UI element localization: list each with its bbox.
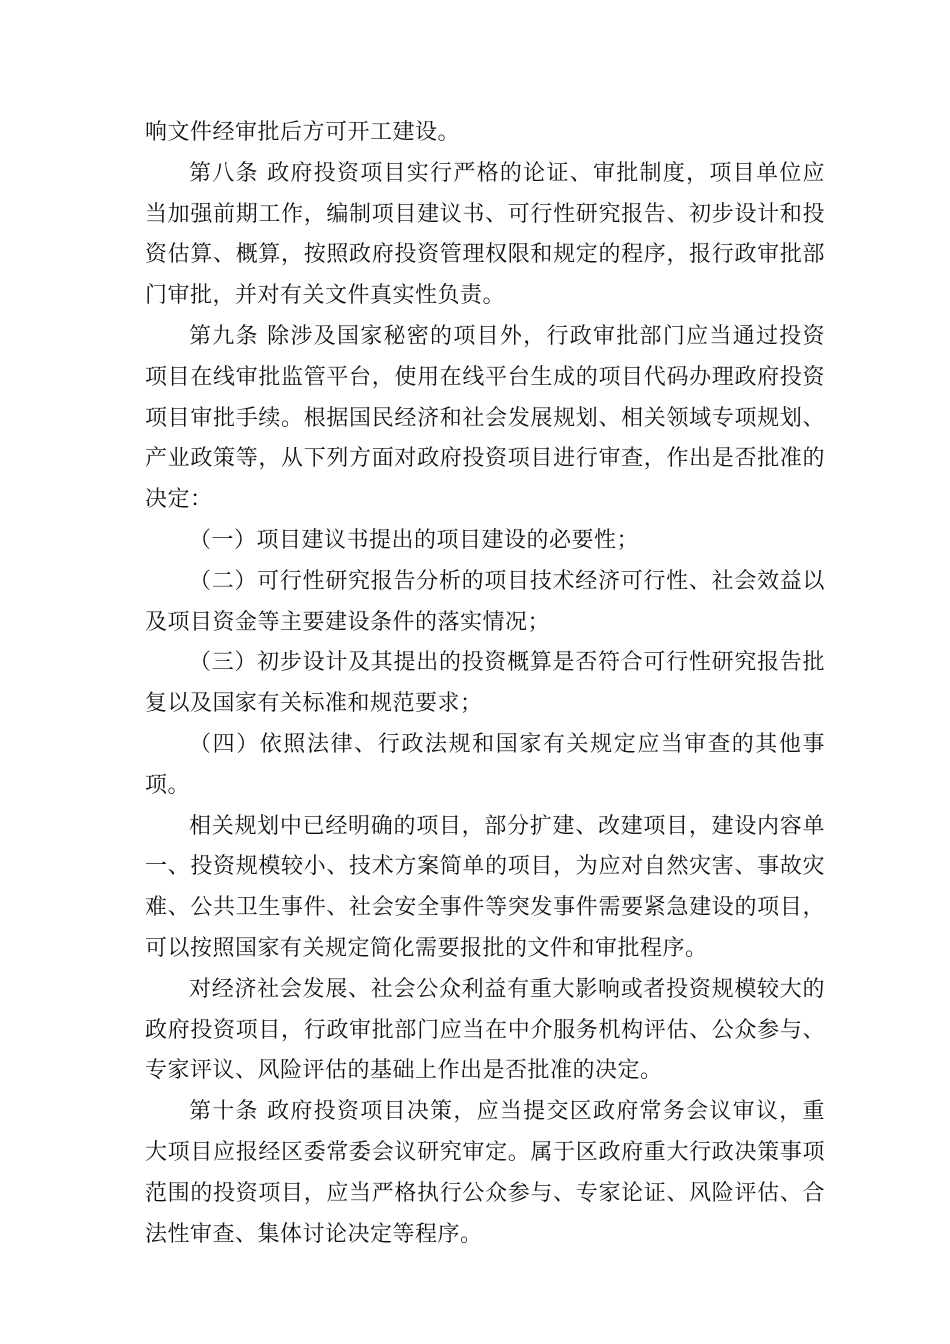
paragraph-item-4: （四）依照法律、行政法规和国家有关规定应当审查的其他事项。 bbox=[145, 731, 825, 798]
paragraph-continuation: 响文件经审批后方可开工建设。 bbox=[145, 120, 461, 145]
paragraph-article-8: 第八条 政府投资项目实行严格的论证、审批制度，项目单位应当加强前期工作，编制项目建议书、可行性研究报告、初步设计和投资估算、概算，按照政府投资管理权限和规定的程序，报行政审批部门审批，并对有关文件真实性负责。 bbox=[145, 160, 825, 309]
paragraph-article-10: 第十条 政府投资项目决策，应当提交区政府常务会议审议，重大项目应报经区委常委会议研究审定。属于区政府重大行政决策事项范围的投资项目，应当严格执行公众参与、专家论证、风险评估、合法性审查、集体讨论决定等程序。 bbox=[145, 1099, 825, 1247]
paragraph-item-1: （一）项目建议书提出的项目建设的必要性； bbox=[189, 527, 640, 553]
paragraph-major-projects: 对经济社会发展、社会公众利益有重大影响或者投资规模较大的政府投资项目，行政审批部门应当在中介服务机构评估、公众参与、专家评议、风险评估的基础上作出是否批准的决定。 bbox=[145, 976, 825, 1084]
paragraph-article-9: 第九条 除涉及国家秘密的项目外，行政审批部门应当通过投资项目在线审批监管平台，使用在线平台生成的项目代码办理政府投资项目审批手续。根据国民经济和社会发展规划、相关领域专项规划、产业政策等，从下列方面对政府投资项目进行审查，作出是否批准的决定： bbox=[145, 323, 825, 513]
paragraph-item-2: （二）可行性研究报告分析的项目技术经济可行性、社会效益以及项目资金等主要建设条件的落实情况； bbox=[145, 568, 825, 635]
paragraph-simplified-approval: 相关规划中已经明确的项目，部分扩建、改建项目，建设内容单一、投资规模较小、技术方案简单的项目，为应对自然灾害、事故灾难、公共卫生事件、社会安全事件等突发事件需要紧急建设的项目，可以按照国家有关规定简化需要报批的文件和审批程序。 bbox=[145, 813, 825, 961]
document-body bbox=[145, 113, 825, 1255]
paragraph-item-3: （三）初步设计及其提出的投资概算是否符合可行性研究报告批复以及国家有关标准和规范要求； bbox=[145, 650, 825, 717]
